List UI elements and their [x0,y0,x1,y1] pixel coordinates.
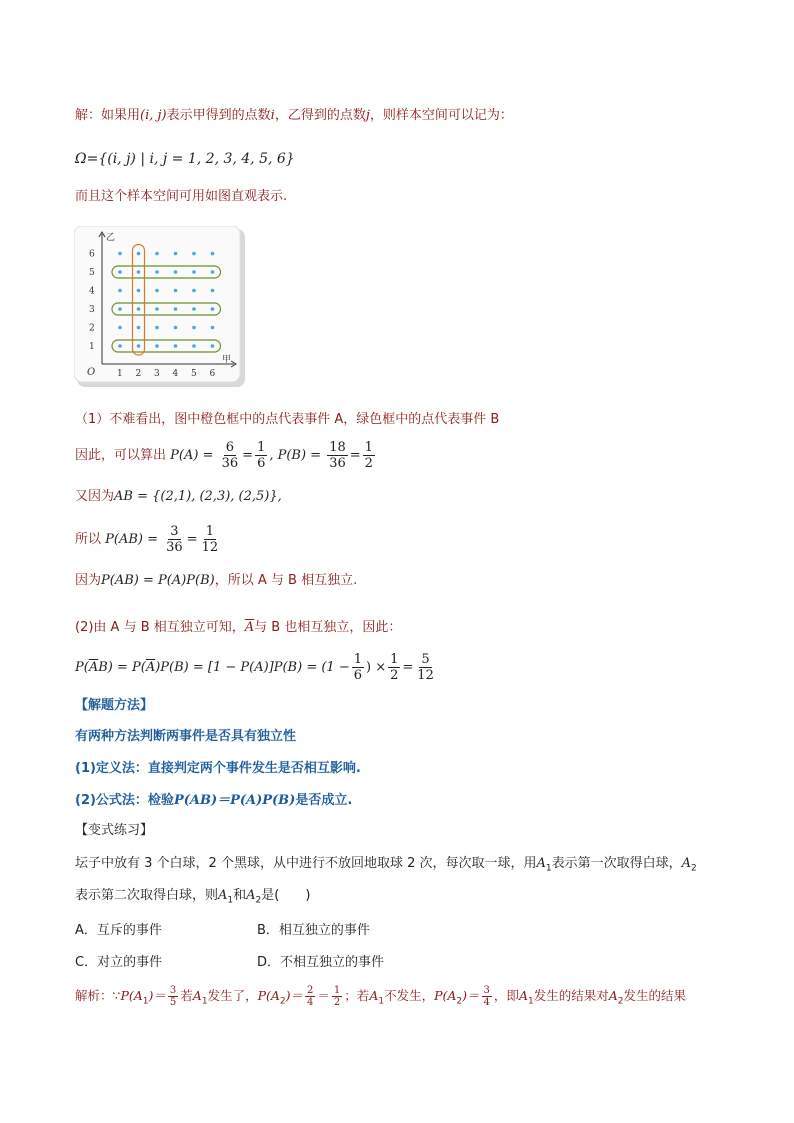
fraction [327,440,348,471]
part2-intro [75,619,401,637]
method-item-2 [75,792,352,810]
practice-question-line-2 [75,887,310,910]
text: 又因为 [75,489,115,504]
text: 表示第一次取得白球， [551,856,682,871]
equals: = [186,532,198,547]
sample-point [174,252,178,256]
figure-frame [74,226,240,382]
sample-point [155,326,159,330]
x-tick-label: 4 [172,369,179,379]
text: ；若 [344,988,370,1003]
method-item-1: (1)定义法：直接判定两个事件发生是否相互影响. [75,761,361,776]
denominator: 4 [483,997,490,1008]
sample-point [174,270,178,274]
text: ，乙得到的点数 [274,108,366,123]
y-tick-label: 1 [89,342,95,352]
sample-point [118,252,122,256]
sample-point [118,307,122,311]
subscript: 1 [142,996,149,1007]
sample-point [174,326,178,330]
sample-point [137,252,141,256]
eq-part: = [402,660,414,675]
sample-point [137,326,141,330]
fraction [415,652,436,683]
numerator: 1 [257,440,266,455]
math-i: i [270,108,275,123]
fraction [168,985,178,1008]
practice-question-line-1 [75,855,697,878]
pb-lhs: , P(B) = [269,448,322,463]
text: ，所以 A 与 B 相互独立. [214,573,358,588]
fraction [305,985,315,1008]
event-a2: A [246,888,256,903]
text: 表示第二次取得白球，则 [75,888,219,903]
math-j: j [365,108,370,123]
numerator: 2 [307,985,314,996]
fraction [332,985,342,1008]
sample-point [118,326,122,330]
text: (2)由 A 与 B 相互独立可知， [75,620,245,635]
ab-set: AB = {(2,1), (2,3), (2,5)}, [114,489,282,504]
subscript: 2 [255,895,262,906]
equals: = [242,448,254,463]
subscript: 1 [378,996,385,1007]
subscript: 2 [617,996,624,1007]
sample-space-figure [74,226,246,388]
fraction [388,652,400,683]
pab-lhs: P(AB) = [105,532,159,547]
method-summary: 有两种方法判断两事件是否具有独立性 [75,729,297,744]
x-tick-label: 5 [191,369,197,379]
sample-space-formula: Ω={(i, j) | i, j = 1, 2, 3, 4, 5, 6} [75,151,295,167]
sample-point [211,252,215,256]
practice-header: 【变式练习】 [75,823,154,838]
denominator: 5 [169,997,177,1008]
sample-point [211,270,215,274]
sample-point [137,307,141,311]
text: (2)公式法：检验 [75,793,174,808]
numerator: 3 [169,985,177,996]
event: A [608,988,618,1003]
denominator: 36 [166,540,183,555]
denominator: 6 [353,668,362,683]
sample-point [211,289,215,293]
a-complement: $\overline{A}$ [145,660,156,675]
part1-probability-line [75,438,377,474]
sample-point [174,344,178,348]
sample-point [118,270,122,274]
subscript: 1 [227,895,234,906]
sample-point [192,270,196,274]
sample-point [192,252,196,256]
numerator: 1 [364,440,373,455]
numerator: 1 [205,524,215,539]
text: 解：如果用 [75,108,141,123]
fraction [200,524,221,555]
part1-pab-line [75,522,222,558]
formula: P(AB)＝P(A)P(B) [173,793,296,808]
text: 是( ) [261,888,311,903]
numerator: 3 [170,524,179,539]
subscript: 1 [527,996,534,1007]
sample-point [211,307,215,311]
text: 发生了， [207,988,258,1003]
sample-point [211,344,215,348]
prob: P(A [257,988,280,1003]
text: 因为 [75,573,102,588]
choice-a: A．互斥的事件 [75,923,162,938]
subscript: 2 [691,863,697,874]
text: ，即 [493,988,519,1003]
numerator: 1 [353,652,362,667]
text: 所以 [75,532,102,547]
event-a1: A [536,856,546,871]
method-header: 【解题方法】 [75,698,154,713]
fraction [482,985,492,1008]
denominator: 2 [333,997,341,1008]
subscript: 2 [456,996,463,1007]
numerator: 5 [421,652,430,667]
sample-point [155,307,159,311]
prob: )＝ [148,988,166,1003]
y-tick-label: 6 [89,249,95,260]
denominator: 12 [417,668,434,683]
prob: )＝ [285,988,304,1003]
text: 与 B 也相互独立，因此： [254,620,402,635]
subscript: 2 [279,996,286,1007]
eq-part: B) = P( [98,660,146,675]
fraction [255,440,267,471]
prob: P(A [120,988,143,1003]
denominator: 6 [257,456,266,471]
sample-point [155,289,159,293]
numerator: 3 [483,985,490,996]
numerator: 1 [390,652,399,667]
event-a2: A [681,856,692,871]
independence-equation: P(AB) = P(A)P(B) [101,573,215,588]
sample-point [155,270,159,274]
denominator: 12 [201,540,219,555]
eq-part: ) × [366,660,387,675]
x-tick-label: 1 [117,369,123,379]
sample-point [211,326,215,330]
y-axis-label: 乙 [106,233,116,243]
event: A [369,988,379,1003]
fraction [164,524,185,555]
sample-point [137,344,141,348]
text: ，则样本空间可以记为： [369,108,513,123]
text: 是否成立. [295,793,353,808]
a-complement: $\overline{A}$ [88,660,99,675]
denominator: 2 [364,456,373,471]
origin-label: O [87,367,96,378]
x-tick-label: 2 [135,369,142,379]
eq-part: P( [75,660,89,675]
numerator: 18 [329,440,346,455]
x-tick-label: 6 [209,369,216,379]
text: 因此，可以算出 [75,448,167,463]
choice-c: C．对立的事件 [75,955,163,970]
subscript: 1 [201,996,208,1007]
x-axis-label: 甲 [222,355,232,365]
text: 若 [180,988,193,1003]
analysis-line [75,978,686,1014]
choice-d: D．不相互独立的事件 [257,955,385,970]
event: A [518,988,528,1003]
sample-point [192,326,196,330]
sample-point [118,289,122,293]
text: 发生的结果对 [533,988,609,1003]
event: A [192,988,202,1003]
sample-point [192,289,196,293]
sample-point [118,344,122,348]
x-tick-label: 3 [154,369,160,379]
denominator: 4 [307,997,314,1008]
sample-point [192,307,196,311]
text: 坛子中放有 3 个白球，2 个黑球，从中进行不放回地取球 2 次，每次取一球，用 [75,856,537,871]
math-ij: (i, j) [140,108,167,123]
eq-part: )P(B) = [1 − P(A)]P(B) = (1 − [155,660,350,675]
sample-point [155,252,159,256]
denominator: 2 [390,668,399,683]
choice-b: B．相互独立的事件 [257,923,370,938]
text: 和 [233,888,247,903]
solution-line-3: 而且这个样本空间可用如图直观表示. [75,189,288,204]
fraction [363,440,375,471]
numerator: 1 [333,985,341,996]
pa-lhs: P(A) = [170,448,214,463]
denominator: 36 [329,456,346,471]
equals: = [349,448,361,463]
text: 表示甲得到的点数 [166,108,271,123]
sample-point [174,307,178,311]
fraction [352,652,364,683]
text: 不发生， [384,988,435,1003]
sample-point [137,289,141,293]
part1-independence-line [75,572,357,590]
sample-point [174,289,178,293]
a-complement: $\overline{A}$ [244,620,255,635]
prob: )＝ [462,988,480,1003]
equals: ＝ [317,988,330,1003]
sample-point [155,344,159,348]
solution-line-1 [75,107,513,125]
denominator: 36 [221,456,239,471]
y-tick-label: 2 [89,323,95,334]
prob: P(A [434,988,457,1003]
part1-intro: （1）不难看出，图中橙色框中的点代表事件 A，绿色框中的点代表事件 B [75,412,500,427]
subscript: 1 [545,863,552,874]
sample-point [137,270,141,274]
y-tick-label: 4 [89,286,95,297]
event-a1: A [218,888,228,903]
text: 发生的结果 [623,988,686,1003]
numerator: 6 [225,440,235,455]
y-tick-label: 3 [89,305,95,315]
part1-ab-line [75,488,282,506]
sample-point [192,344,196,348]
fraction [220,440,241,471]
y-tick-label: 5 [89,268,95,278]
part2-equation [75,650,438,686]
text: 解析：∵ [75,988,121,1003]
